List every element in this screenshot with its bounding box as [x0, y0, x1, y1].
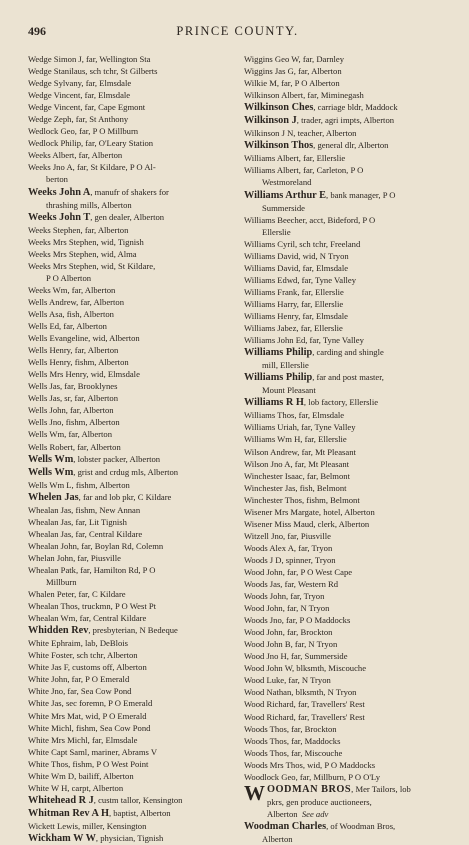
- directory-entry: [244, 421, 455, 433]
- entry-continuation: [28, 173, 240, 185]
- woodman-bros-name: OODMAN BROS: [267, 783, 352, 795]
- directory-entry: [28, 248, 240, 260]
- entry-text: Williams Jabez, far, Ellerslie: [244, 323, 343, 334]
- directory-entry: [28, 612, 240, 624]
- entry-text: Williams Albert, far, Ellerslie: [244, 153, 346, 164]
- entry-text: Whealan Thos, truckmn, P O West Pt: [28, 601, 157, 612]
- entry-text: Wells Wm, far, Alberton: [28, 429, 113, 440]
- entry-text: Williams Beecher, acct, Bideford, P O: [244, 214, 376, 225]
- entry-name: Whitehead R J: [28, 794, 94, 806]
- entry-text: Williams Wm H, far, Ellerslie: [244, 434, 347, 445]
- directory-entry: [28, 320, 240, 332]
- directory-entry: [28, 161, 240, 173]
- directory-entry: [28, 296, 240, 308]
- directory-entry: [28, 832, 240, 845]
- woodman-line-3: [267, 808, 411, 820]
- directory-entry: [28, 101, 240, 113]
- directory-entry: [244, 578, 455, 590]
- entry-text: Williams David, wid, N Tryon: [244, 250, 349, 261]
- entry-text: Wood Jno H, far, Summerside: [244, 651, 348, 662]
- entry-text: Whealan Jas, fishm, New Annan: [28, 504, 141, 515]
- entry-text: Woods John, far, Tryon: [244, 591, 325, 602]
- entry-text: , carriage bldr, Maddock: [313, 102, 398, 113]
- directory-entry: [244, 602, 455, 614]
- entry-text: , presbyterian, N Bedeque: [88, 625, 178, 636]
- entry-text: Weeks Mrs Stephen, wid, Tignish: [28, 236, 144, 247]
- entry-text: White Ephraim, lab, DeBlois: [28, 638, 128, 649]
- directory-entry: [244, 650, 455, 662]
- directory-entry: [28, 392, 240, 404]
- directory-entry: [28, 284, 240, 296]
- directory-entry: [28, 428, 240, 440]
- entry-text: Wood John W, blksmth, Miscouche: [244, 663, 367, 674]
- directory-entry: [244, 101, 455, 114]
- entry-text: Wedge Zeph, far, St Anthony: [28, 114, 129, 125]
- entry-name: Williams Philip: [244, 347, 313, 359]
- directory-entry: [28, 722, 240, 734]
- right-column-entries: [244, 53, 455, 783]
- entry-name: Whelen Jas: [28, 491, 79, 503]
- directory-entry: [244, 286, 455, 298]
- directory-entry: [244, 747, 455, 759]
- entry-text: Wilkinson Albert, far, Miminegash: [244, 90, 364, 101]
- entry-text: Whealan Jas, far, Lit Tignish: [28, 516, 127, 527]
- entry-text: , of Woodman Bros,: [326, 820, 396, 831]
- entry-text: Wells Evangeline, wid, Alberton: [28, 333, 140, 344]
- entry-text: Williams Thos, far, Elmsdale: [244, 410, 345, 421]
- entry-text: Williams Albert, far, Carleton, P O: [244, 165, 364, 176]
- directory-entry: [28, 89, 240, 101]
- directory-entry: [28, 734, 240, 746]
- entry-name: Wilkinson Ches: [244, 102, 314, 114]
- entry-text: Wells Jno, fishm, Alberton: [28, 417, 120, 428]
- directory-entry: [244, 686, 455, 698]
- entry-text: Ellerslie: [262, 226, 291, 237]
- directory-entry: [28, 344, 240, 356]
- entry-name: Whidden Rev: [28, 625, 89, 637]
- entry-text: Wells Wm L, fishm, Alberton: [28, 479, 130, 490]
- entry-text: Whealan Patk, far, Hamilton Rd, P O: [28, 564, 156, 575]
- page-number: 496: [28, 24, 46, 38]
- directory-entry: [28, 308, 240, 320]
- directory-entry: [28, 564, 240, 576]
- directory-entry: [244, 152, 455, 164]
- entry-text: , gen dealer, Alberton: [90, 211, 165, 222]
- directory-entry: [244, 189, 455, 202]
- entry-text: Wells Andrew, far, Alberton: [28, 296, 125, 307]
- left-column: [28, 53, 240, 845]
- directory-entry: [28, 782, 240, 794]
- entry-text: Wells Henry, fishm, Alberton: [28, 357, 129, 368]
- page-title: PRINCE COUNTY.: [176, 24, 299, 38]
- directory-entry: [244, 322, 455, 334]
- entry-text: Williams John Ed, far, Tyne Valley: [244, 335, 364, 346]
- entry-text: White Foster, sch tchr, Alberton: [28, 650, 138, 661]
- entry-text: Woods Mrs Thos, wid, P O Maddocks: [244, 759, 376, 770]
- entry-text: P O Alberton: [46, 272, 92, 283]
- directory-entry: [28, 807, 240, 820]
- directory-entry: [244, 711, 455, 723]
- entry-text: Wilson Andrew, far, Mt Pleasant: [244, 446, 356, 457]
- entry-text: Wedge Sylvany, far, Elmsdale: [28, 78, 132, 89]
- directory-entry: [28, 758, 240, 770]
- directory-entry: [244, 723, 455, 735]
- entry-text: , trader, agri impts, Alberton: [296, 115, 395, 126]
- directory-entry: [28, 588, 240, 600]
- entry-text: Williams Uriah, far, Tyne Valley: [244, 422, 356, 433]
- entry-text: Wisener Mrs Margate, hotel, Alberton: [244, 506, 375, 517]
- directory-entry: [244, 614, 455, 626]
- entry-text: Wood John, far, P O West Cape: [244, 566, 353, 577]
- directory-entry: [28, 673, 240, 685]
- entry-continuation: [28, 576, 240, 588]
- entry-name: Wells Wm: [28, 453, 74, 465]
- entry-text: , custm tallor, Kensington: [93, 794, 183, 805]
- see-adv-note: See adv: [301, 808, 329, 819]
- directory-entry: [244, 274, 455, 286]
- directory-entry: [244, 518, 455, 530]
- directory-entry: [244, 298, 455, 310]
- entry-text: Wood Nathan, blksmth, N Tryon: [244, 687, 357, 698]
- entry-text: White Mrs Michl, far, Elmsdale: [28, 734, 138, 745]
- entry-text: White Michl, fishm, Sea Cow Pond: [28, 722, 151, 733]
- entry-text: Wilkinson J N, teacher, Alberton: [244, 128, 357, 139]
- directory-entry: [28, 552, 240, 564]
- directory-entry: [28, 637, 240, 649]
- entry-text: Wood John B, far, N Tryon: [244, 639, 338, 650]
- entry-continuation: [28, 199, 240, 211]
- entry-text: , general dlr, Alberton: [313, 140, 389, 151]
- directory-entry: [244, 127, 455, 139]
- entry-text: Whealan John, far, Boylan Rd, Colemn: [28, 540, 164, 551]
- entry-text: Weeks Wm, far, Alberton: [28, 284, 116, 295]
- entry-continuation: [244, 176, 455, 188]
- directory-entry: [244, 470, 455, 482]
- directory-entry: [28, 416, 240, 428]
- directory-entry: [28, 224, 240, 236]
- directory-entry: [244, 65, 455, 77]
- woodman-line-2: pkrs, gen produce auctioneers,: [267, 796, 372, 807]
- entry-text: White Jas, sec foremn, P O Emerald: [28, 698, 153, 709]
- entry-continuation: [244, 833, 455, 845]
- entry-text: Wood Luke, far, N Tryon: [244, 675, 331, 686]
- entry-text: Woodlock Geo, far, Millburn, P O O'Ly: [244, 771, 381, 782]
- right-column: [244, 53, 455, 845]
- entry-text: Whealan Wm, far, Central Kildare: [28, 613, 147, 624]
- directory-entry: [244, 554, 455, 566]
- entry-text: Williams David, far, Elmsdale: [244, 262, 349, 273]
- directory-entry: [244, 250, 455, 262]
- entry-name: Williams Philip: [244, 372, 313, 384]
- entry-text: Wells Henry, far, Alberton: [28, 345, 119, 356]
- entry-continuation: [244, 226, 455, 238]
- entry-name: Weeks John T: [28, 211, 91, 223]
- entry-text: Summerside: [262, 202, 305, 213]
- entry-text: Wells John, far, Alberton: [28, 405, 114, 416]
- directory-entry: [244, 759, 455, 771]
- directory-entry: [28, 113, 240, 125]
- entry-name: Whitman Rev A H: [28, 807, 109, 819]
- directory-entry: [244, 735, 455, 747]
- final-entries: [244, 820, 455, 845]
- entry-continuation: [244, 384, 455, 396]
- entry-text: Woods J D, spinner, Tryon: [244, 554, 336, 565]
- entry-text: Wells Jas, sr, far, Alberton: [28, 393, 119, 404]
- directory-entry: [244, 698, 455, 710]
- entry-text: Wilson Jno A, far, Mt Pleasant: [244, 458, 350, 469]
- entry-text: , manufr of shakers for: [90, 186, 169, 197]
- directory-entry: [244, 334, 455, 346]
- directory-entry: [28, 685, 240, 697]
- directory-entry: [244, 674, 455, 686]
- entry-text: Wells Asa, fish, Alberton: [28, 308, 114, 319]
- entry-text: Wilkie M, far, P O Alberton: [244, 78, 340, 89]
- entry-name: Wickham W W: [28, 833, 96, 844]
- entry-text: , physician, Tignish: [95, 833, 164, 843]
- entry-text: Wiggins Geo W, far, Darnley: [244, 54, 345, 64]
- entry-text: Woods Thos, far, Maddocks: [244, 735, 341, 746]
- entry-text: Alberton: [262, 834, 293, 844]
- entry-name: Wilkinson Thos: [244, 140, 314, 152]
- directory-entry: [244, 820, 455, 833]
- directory-entry: [244, 114, 455, 127]
- entry-text: White W H, carpt, Alberton: [28, 782, 124, 793]
- directory-entry: [244, 433, 455, 445]
- entry-text: Wells Robert, far, Alberton: [28, 441, 121, 452]
- directory-entry: [28, 697, 240, 709]
- entry-text: Wells Jas, far, Brooklynes: [28, 381, 118, 392]
- entry-text: Wood John, far, N Tryon: [244, 603, 330, 614]
- directory-entry: [28, 236, 240, 248]
- entry-text: , far and lob pkr, C Kildare: [78, 491, 172, 502]
- directory-entry: [28, 516, 240, 528]
- directory-entry: [28, 332, 240, 344]
- entry-text: Williams Henry, far, Elmsdale: [244, 310, 348, 321]
- entry-text: Woods Jno, far, P O Maddocks: [244, 615, 351, 626]
- entry-text: berton: [46, 174, 68, 185]
- directory-entry: [28, 600, 240, 612]
- directory-entry: [244, 262, 455, 274]
- entry-text: White Wm D, bailiff, Alberton: [28, 770, 134, 781]
- entry-text: Williams Cyril, sch tchr, Freeland: [244, 238, 361, 249]
- directory-entry: [28, 137, 240, 149]
- directory-entry: [28, 260, 240, 272]
- directory-entry: [244, 446, 455, 458]
- directory-entry: [244, 458, 455, 470]
- entry-text: Winchester Jas, fish, Belmont: [244, 482, 347, 493]
- entry-text: Wood Richard, far, Travellers' Rest: [244, 699, 365, 710]
- directory-entry: [28, 380, 240, 392]
- entry-text: White Mrs Mat, wid, P O Emerald: [28, 710, 147, 721]
- entry-text: White Thos, fishm, P O West Point: [28, 758, 149, 769]
- entry-continuation: [244, 359, 455, 371]
- drop-cap-letter: W: [244, 780, 265, 805]
- directory-entry: [244, 662, 455, 674]
- directory-entry: [244, 566, 455, 578]
- directory-entry: [244, 164, 455, 176]
- directory-entry: [244, 89, 455, 101]
- directory-entry: [28, 149, 240, 161]
- entry-text: Whelan John, far, Piusville: [28, 552, 121, 563]
- entry-text: Millburn: [46, 577, 77, 588]
- directory-entry: [28, 770, 240, 782]
- entry-name: Williams R H: [244, 397, 304, 409]
- directory-entry: [244, 371, 455, 384]
- entry-text: , lob factory, Ellerslie: [303, 397, 379, 408]
- entry-text: Wells Ed, far, Alberton: [28, 321, 107, 332]
- directory-entry: [28, 710, 240, 722]
- directory-entry: [244, 626, 455, 638]
- entry-text: White Jno, far, Sea Cow Pond: [28, 686, 132, 697]
- directory-entry: [244, 77, 455, 89]
- entry-text: Wells Mrs Henry, wid, Elmsdale: [28, 369, 140, 380]
- directory-entry: [244, 590, 455, 602]
- woodman-town: Alberton: [267, 808, 298, 819]
- entry-text: mill, Ellerslie: [262, 360, 309, 371]
- directory-entry: [28, 453, 240, 466]
- directory-entry: [28, 211, 240, 224]
- entry-text: Whealan Jas, far, Central Kildare: [28, 528, 143, 539]
- entry-text: Mount Pleasant: [262, 385, 316, 396]
- directory-entry: [28, 746, 240, 758]
- directory-entry: [28, 125, 240, 137]
- entry-text: Woods Thos, far, Brockton: [244, 723, 337, 734]
- entry-text: , lobster packer, Alberton: [73, 453, 161, 464]
- entry-text: Westmoreland: [262, 177, 312, 188]
- directory-entry: [244, 346, 455, 359]
- directory-entry: [28, 649, 240, 661]
- entry-text: Weeks Mrs Stephen, wid, Alma: [28, 248, 137, 259]
- directory-entry: [244, 542, 455, 554]
- directory-entry: [244, 506, 455, 518]
- entry-text: Wiggins Jas G, far, Alberton: [244, 66, 342, 77]
- directory-entry: [28, 794, 240, 807]
- entry-text: Weeks Mrs Stephen, wid, St Kildare,: [28, 260, 156, 271]
- directory-entry: [28, 624, 240, 637]
- entry-text: Williams Frank, far, Ellerslie: [244, 286, 344, 297]
- entry-continuation: [244, 202, 455, 214]
- entry-text: Wedlock Philip, far, O'Leary Station: [28, 138, 154, 149]
- directory-entry: [28, 540, 240, 552]
- entry-text: , bank manager, P O: [326, 189, 396, 200]
- entry-name: Wells Wm: [28, 466, 74, 478]
- entry-text: Wedge Simon J, far, Wellington Sta: [28, 54, 151, 64]
- directory-entry: [28, 186, 240, 199]
- directory-entry: [244, 638, 455, 650]
- directory-entry: [244, 771, 455, 783]
- directory-entry: [28, 661, 240, 673]
- directory-entry: [28, 441, 240, 453]
- entry-text: Wedge Stanilaus, sch tchr, St Gilberts: [28, 66, 158, 77]
- entry-text: Wedge Vincent, far, Cape Egmont: [28, 102, 146, 113]
- entry-name: Williams Arthur E: [244, 189, 327, 201]
- entry-text: , grist and crdug mls, Alberton: [73, 466, 179, 477]
- entry-text: Weeks Jno A, far, St Kildare, P O Al-: [28, 162, 156, 173]
- directory-entry: [28, 820, 240, 832]
- entry-text: Woods Thos, far, Miscouche: [244, 747, 343, 758]
- page-header: [28, 24, 447, 40]
- directory-entry: [244, 396, 455, 409]
- entry-name: Wilkinson J: [244, 115, 297, 127]
- directory-entry: [28, 491, 240, 504]
- entry-text: Woods Alex A, far, Tryon: [244, 542, 333, 553]
- entry-text: , baptist, Alberton: [108, 807, 171, 818]
- directory-entry: [244, 214, 455, 226]
- woodman-bros-desc: , Mer Tailors, lob: [351, 783, 411, 794]
- entry-text: , far and post master,: [312, 372, 384, 383]
- directory-entry: [244, 494, 455, 506]
- directory-entry: [244, 310, 455, 322]
- entry-text: White Capt Saml, mariner, Abrams V: [28, 746, 158, 757]
- directory-entry: [28, 356, 240, 368]
- directory-entry: [244, 53, 455, 65]
- entry-text: Wood Richard, far, Travellers' Rest: [244, 711, 365, 722]
- entry-text: Witzell Jno, far, Piusville: [244, 530, 331, 541]
- directory-entry: [28, 504, 240, 516]
- directory-entry: [244, 238, 455, 250]
- entry-text: Woods Jas, far, Western Rd: [244, 579, 339, 590]
- entry-text: Williams Edwd, far, Tyne Valley: [244, 274, 356, 285]
- directory-entry: [28, 53, 240, 65]
- woodman-bros-text: [267, 783, 411, 820]
- directory-entry: [28, 479, 240, 491]
- entry-name: Weeks John A: [28, 186, 91, 198]
- entry-text: Wedlock Geo, far, P O Millburn: [28, 126, 139, 137]
- entry-text: Williams Harry, far, Ellerslie: [244, 298, 344, 309]
- entry-name: Woodman Charles: [244, 820, 327, 832]
- entry-text: Winchester Thos, fishm, Belmont: [244, 494, 360, 505]
- entry-text: White John, far, P O Emerald: [28, 674, 130, 685]
- directory-entry: [28, 77, 240, 89]
- directory-entry: [28, 368, 240, 380]
- entry-text: Weeks Stephen, far, Alberton: [28, 224, 129, 235]
- directory-entry: [28, 65, 240, 77]
- entry-continuation: [28, 272, 240, 284]
- entry-text: , carding and shingle: [312, 347, 384, 358]
- entry-text: Winchester Isaac, far, Belmont: [244, 470, 350, 481]
- woodman-bros-advert: [244, 780, 455, 820]
- entry-text: Wisener Miss Maud, clerk, Alberton: [244, 518, 370, 529]
- directory-entry: [28, 528, 240, 540]
- directory-entry: [244, 409, 455, 421]
- entry-text: Whalen Peter, far, C Kildare: [28, 589, 126, 600]
- woodman-line-1: [267, 783, 411, 796]
- directory-entry: [244, 139, 455, 152]
- directory-entry: [244, 530, 455, 542]
- entry-text: thrashing mills, Alberton: [46, 199, 132, 210]
- entry-text: Wedge Vincent, far, Elmsdale: [28, 90, 131, 101]
- entry-text: Wickett Lewis, miller, Kensington: [28, 820, 147, 831]
- directory-entry: [28, 466, 240, 479]
- entry-text: Wood John, far, Brockton: [244, 627, 333, 638]
- directory-entry: [28, 404, 240, 416]
- directory-entry: [244, 482, 455, 494]
- entry-text: White Jas F, customs off, Alberton: [28, 662, 147, 673]
- entry-text: Weeks Albert, far, Alberton: [28, 150, 123, 161]
